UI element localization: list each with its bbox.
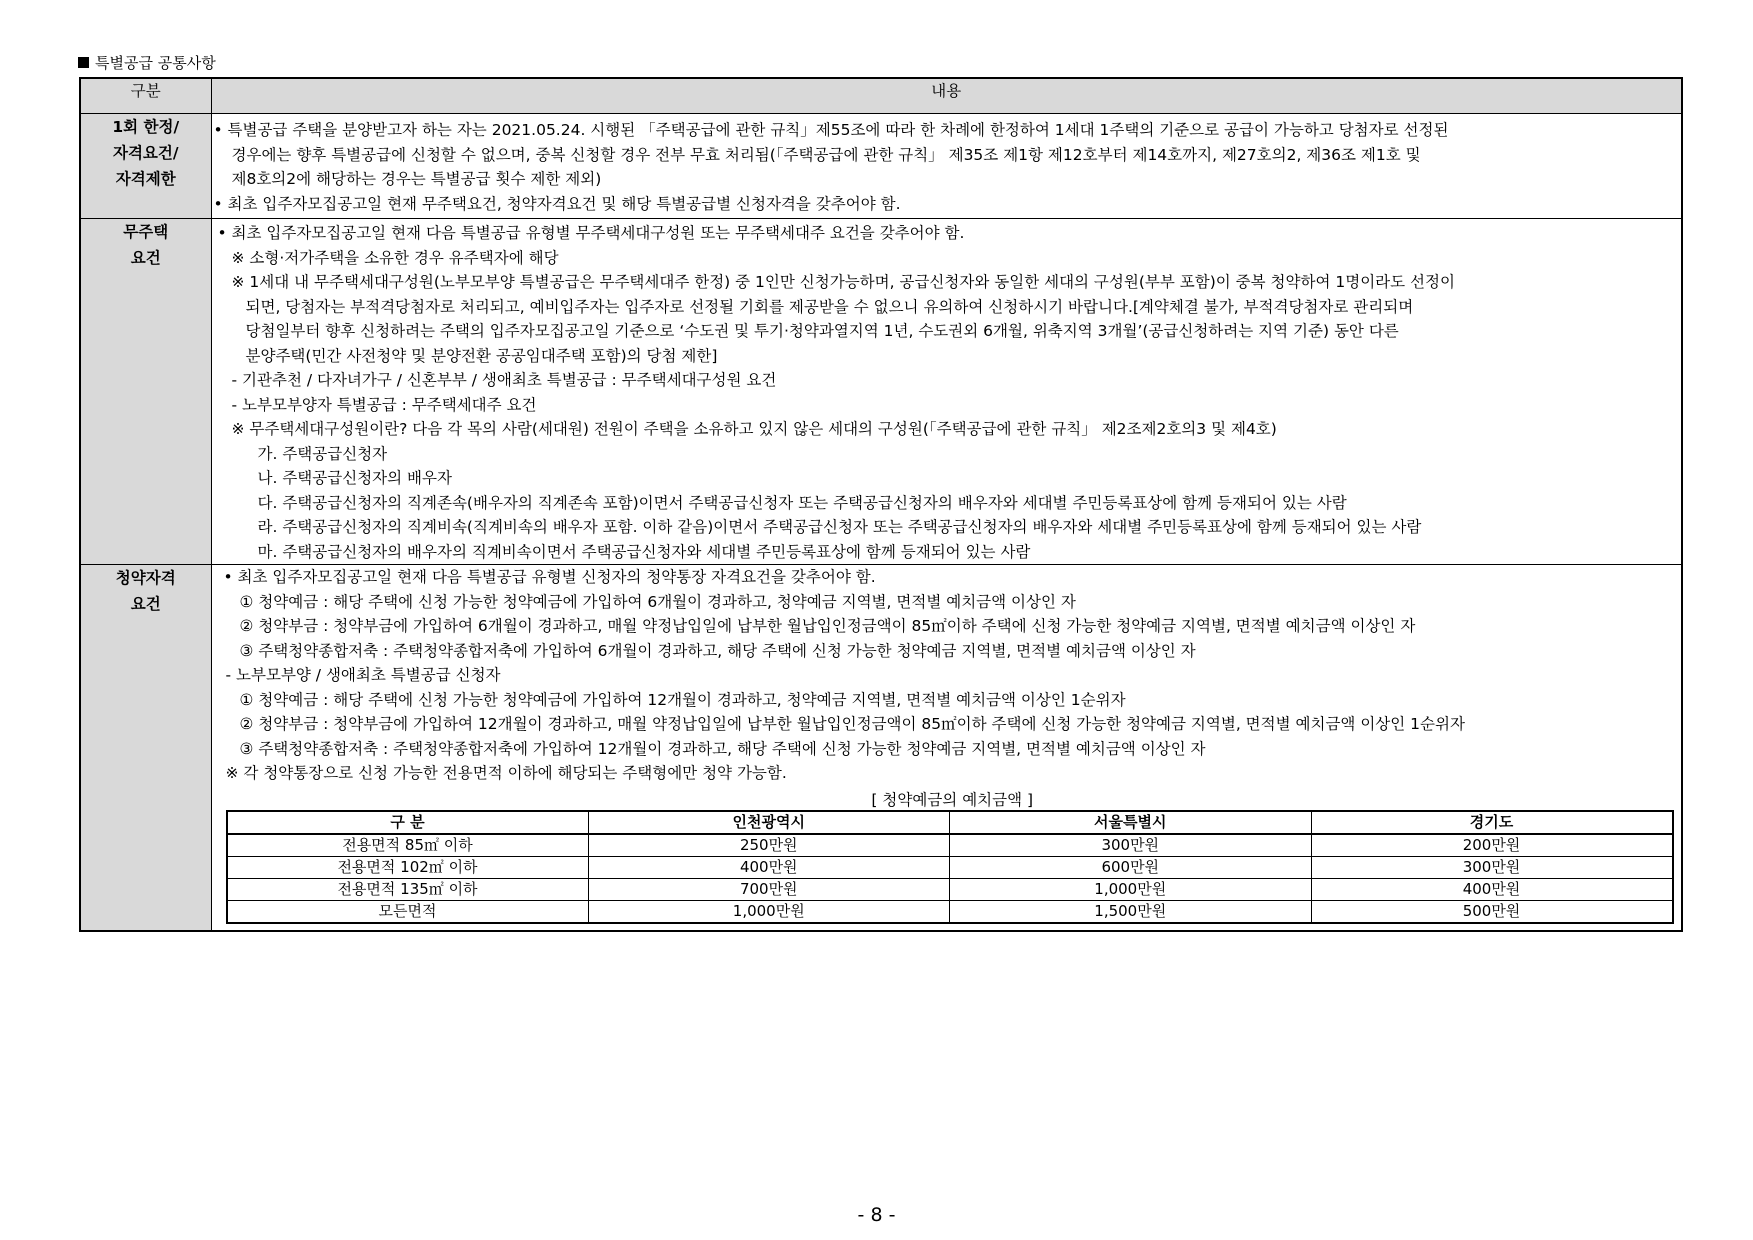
list-item: 가. 주택공급신청자 <box>257 444 388 463</box>
list-item: • 특별공급 주택을 분양받고자 하는 자는 2021.05.24. 시행된 「주택공급에 관한 규칙」제55조에 따라 한 차례에 한정하여 1세대 1주택의 기준으로 공급이 가능하고 당첨자로 선정된 <box>213 121 1449 139</box>
list-item: - 노부모부양 / 생애최초 특별공급 신청자 <box>225 666 501 684</box>
list-item: 당첨일부터 향후 신청하려는 주택의 입주자모집공고일 기준으로 ‘수도권 및 투기·청약과열지역 1년, 수도권외 6개월, 위축지역 3개월’(공급신청하려는 지역 기준) 동안 다른 <box>245 322 1399 340</box>
list-item: ① 청약예금 : 해당 주택에 신청 가능한 청약예금에 가입하여 12개월이 경과하고, 청약예금 지역별, 면적별 예치금액 이상인 1순위자 <box>239 690 1126 709</box>
list-item: ※ 각 청약통장으로 신청 가능한 전용면적 이하에 해당되는 주택형에만 청약 가능함. <box>225 764 787 782</box>
row-single-limit <box>80 114 1682 219</box>
common-rules-table <box>79 77 1683 932</box>
table-row: 전용면적 102㎡ 이하 400만원 600만원 300만원 <box>227 856 1673 878</box>
list-item: ※ 1세대 내 무주택세대구성원(노부모부양 특별공급은 무주택세대주 한정) 중 1인만 신청가능하며, 공급신청자와 동일한 세대의 구성원(부부 포함)이 중복 청약하여 1명이라도 선정이 <box>231 273 1455 291</box>
header-category: 구분 <box>80 78 211 114</box>
section-title: 특별공급 공통사항 <box>78 52 216 73</box>
list-item: 경우에는 향후 특별공급에 신청할 수 없으며, 중복 신청할 경우 전부 무효 처리됨(「주택공급에 관한 규칙」 제35조 제1항 제12호부터 제14호까지, 제27호의2, 제36조 제1호 및 <box>231 145 1421 164</box>
list-item: ③ 주택청약종합저축 : 주택청약종합저축에 가입하여 6개월이 경과하고, 해당 주택에 신청 가능한 청약예금 지역별, 면적별 예치금액 이상인 자 <box>239 641 1196 660</box>
list-item: • 최초 입주자모집공고일 현재 다음 특별공급 유형별 신청자의 청약통장 자격요건을 갖추어야 함. <box>223 568 876 586</box>
list-item: • 최초 입주자모집공고일 현재 무주택요건, 청약자격요건 및 해당 특별공급별 신청자격을 갖추어야 함. <box>213 194 901 213</box>
row-content <box>211 114 1682 219</box>
table-row: 모든면적 1,000만원 1,500만원 500만원 <box>227 900 1673 923</box>
list-item: ※ 소형·저가주택을 소유한 경우 유주택자에 해당 <box>231 248 559 267</box>
row-content <box>211 565 1682 931</box>
list-item: ② 청약부금 : 청약부금에 가입하여 12개월이 경과하고, 매월 약정납입일에 납부한 월납입인정금액이 85㎡이하 주택에 신청 가능한 청약예금 지역별, 면적별 예치금액 이상인 1순위자 <box>239 715 1465 733</box>
list-item: 제8호의2에 해당하는 경우는 특별공급 횟수 제한 제외) <box>231 170 602 188</box>
row-label: 1회 한정/ 자격요건/ 자격제한 <box>80 114 211 219</box>
list-item: 되면, 당첨자는 부적격당첨자로 처리되고, 예비입주자는 입주자로 선정될 기회를 제공받을 수 없으니 유의하여 신청하시기 바랍니다.[계약체결 불가, 부적격당첨자로 관리되며 <box>245 297 1414 316</box>
list-item: - 기관추천 / 다자녀가구 / 신혼부부 / 생애최초 특별공급 : 무주택세대구성원 요건 <box>231 371 777 389</box>
list-item: 나. 주택공급신청자의 배우자 <box>257 469 452 487</box>
table-row: 전용면적 135㎡ 이하 700만원 1,000만원 400만원 <box>227 878 1673 900</box>
deposit-table-title: [ 청약예금의 예치금액 ] <box>871 790 1034 809</box>
table-header-row <box>80 78 1682 114</box>
list-item: - 노부모부양자 특별공급 : 무주택세대주 요건 <box>231 395 537 414</box>
list-item: ③ 주택청약종합저축 : 주택청약종합저축에 가입하여 12개월이 경과하고, 해당 주택에 신청 가능한 청약예금 지역별, 면적별 예치금액 이상인 자 <box>239 739 1206 758</box>
list-item: ② 청약부금 : 청약부금에 가입하여 6개월이 경과하고, 매월 약정납입일에 납부한 월납입인정금액이 85㎡이하 주택에 신청 가능한 청약예금 지역별, 면적별 예치금액 이상인 자 <box>239 617 1416 635</box>
list-item: ※ 무주택세대구성원이란? 다음 각 목의 사람(세대원) 전원이 주택을 소유하고 있지 않은 세대의 구성원(「주택공급에 관한 규칙」 제2조제2호의3 및 제4호) <box>231 420 1277 438</box>
table-row: 구 분 인천광역시 서울특별시 경기도 <box>227 811 1673 834</box>
list-item: • 최초 입주자모집공고일 현재 다음 특별공급 유형별 무주택세대구성원 또는 무주택세대주 요건을 갖추어야 함. <box>217 224 965 242</box>
row-label: 청약자격 요건 <box>80 565 211 931</box>
row-subscription <box>80 565 1682 931</box>
header-content: 내용 <box>211 78 1682 114</box>
list-item: ① 청약예금 : 해당 주택에 신청 가능한 청약예금에 가입하여 6개월이 경과하고, 청약예금 지역별, 면적별 예치금액 이상인 자 <box>239 592 1076 611</box>
page-number: - 8 - <box>857 1204 896 1226</box>
row-no-house <box>80 219 1682 565</box>
list-item: 분양주택(민간 사전청약 및 분양전환 공공임대주택 포함)의 당첨 제한] <box>245 346 718 365</box>
table-row: 전용면적 85㎡ 이하 250만원 300만원 200만원 <box>227 834 1673 857</box>
list-item: 마. 주택공급신청자의 배우자의 직계비속이면서 주택공급신청자와 세대별 주민등록표상에 함께 등재되어 있는 사람 <box>257 542 1031 561</box>
list-item: 라. 주택공급신청자의 직계비속(직계비속의 배우자 포함. 이하 같음)이면서 주택공급신청자 또는 주택공급신청자의 배우자와 세대별 주민등록표상에 함께 등재되어 있는 사람 <box>257 518 1422 536</box>
row-label: 무주택 요건 <box>80 219 211 565</box>
row-content <box>211 219 1682 565</box>
deposit-table <box>226 810 1674 924</box>
square-bullet-icon <box>78 57 89 68</box>
list-item: 다. 주택공급신청자의 직계존속(배우자의 직계존속 포함)이면서 주택공급신청자 또는 주택공급신청자의 배우자와 세대별 주민등록표상에 함께 등재되어 있는 사람 <box>257 493 1347 512</box>
